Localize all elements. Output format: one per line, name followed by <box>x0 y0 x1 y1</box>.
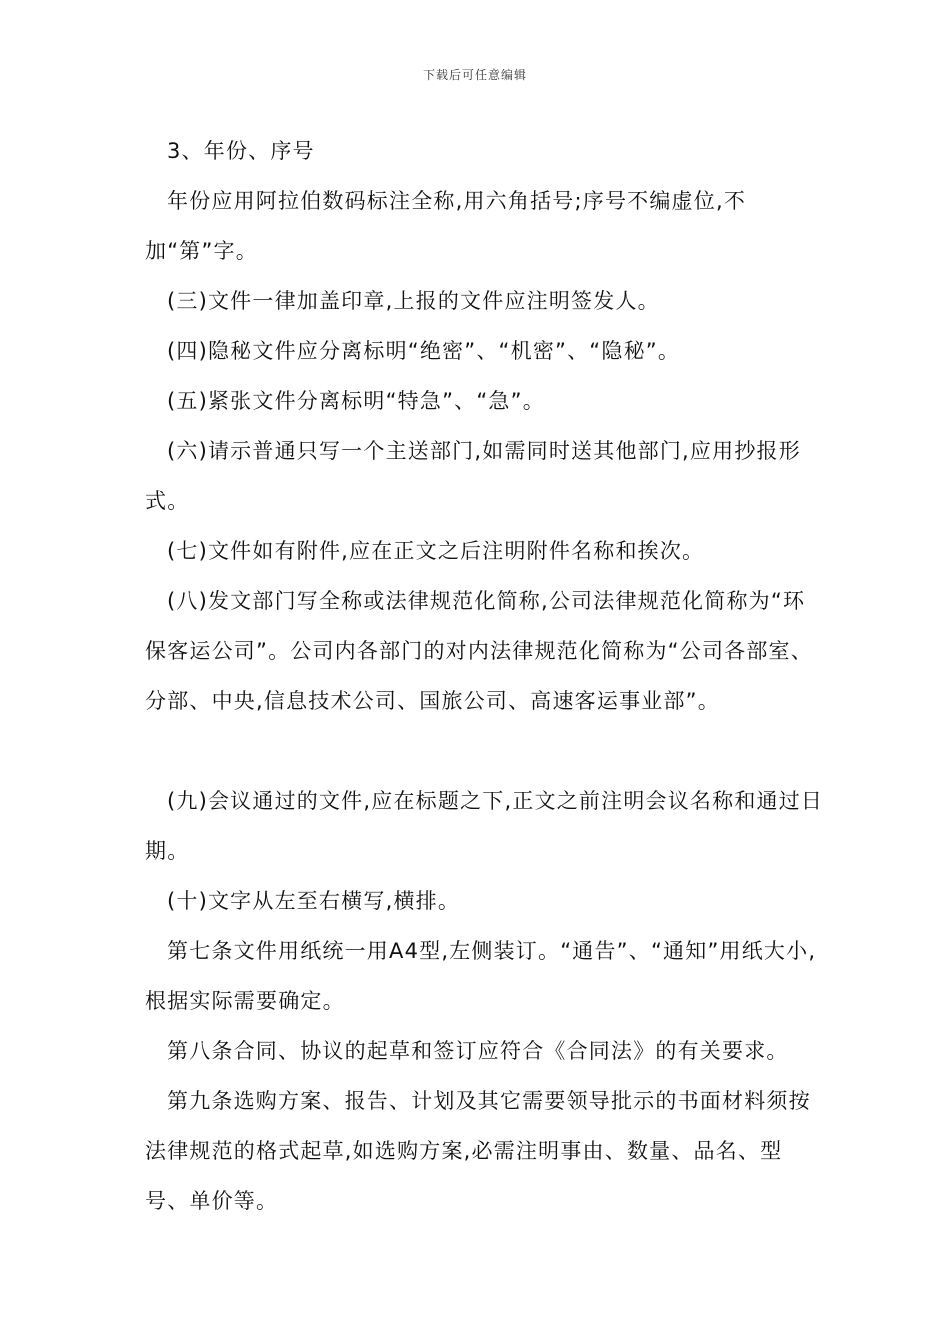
paragraph-article-8: 第八条合同、协议的起草和签订应符合《合同法》的有关要求。 <box>167 1039 789 1063</box>
paragraph-year-serial-heading: 3、年份、序号 <box>167 139 315 163</box>
page-header-note: 下载后可任意编辑 <box>422 68 527 82</box>
paragraph-item-3: (三)文件一律加盖印章,上报的文件应注明签发人。 <box>167 289 660 313</box>
paragraph-year-serial-rule: 年份应用阿拉伯数码标注全称,用六角括号;序号不编虚位,不加“第”字。 <box>145 189 747 263</box>
paragraph-item-10: (十)文字从左至右横写,横排。 <box>167 889 461 913</box>
paragraph-item-4: (四)隐秘文件应分离标明“绝密”、“机密”、“隐秘”。 <box>167 339 681 363</box>
document-body <box>145 126 825 1226</box>
paragraph-item-7: (七)文件如有附件,应在正文之后注明附件名称和挨次。 <box>167 539 705 563</box>
paragraph-item-9: (九)会议通过的文件,应在标题之下,正文之前注明会议名称和通过日期。 <box>145 789 824 863</box>
paragraph-article-9: 第九条选购方案、报告、计划及其它需要领导批示的书面材料须按法律规范的格式起草,如选购方案,必需注明事由、数量、品名、型号、单价等。 <box>145 1089 811 1213</box>
paragraph-item-6: (六)请示普通只写一个主送部门,如需同时送其他部门,应用抄报形式。 <box>145 439 801 513</box>
paragraph-item-5: (五)紧张文件分离标明“特急”、“急”。 <box>167 389 545 413</box>
paragraph-article-7: 第七条文件用纸统一用A4型,左侧装订。“通告”、“通知”用纸大小,根据实际需要确定。 <box>145 939 817 1013</box>
paragraph-item-8: (八)发文部门写全称或法律规范化简称,公司法律规范化简称为“环保客运公司”。公司内各部门的对内法律规范化简称为“公司各部室、分部、中央,信息技术公司、国旅公司、高速客运事业部”。 <box>145 589 813 713</box>
